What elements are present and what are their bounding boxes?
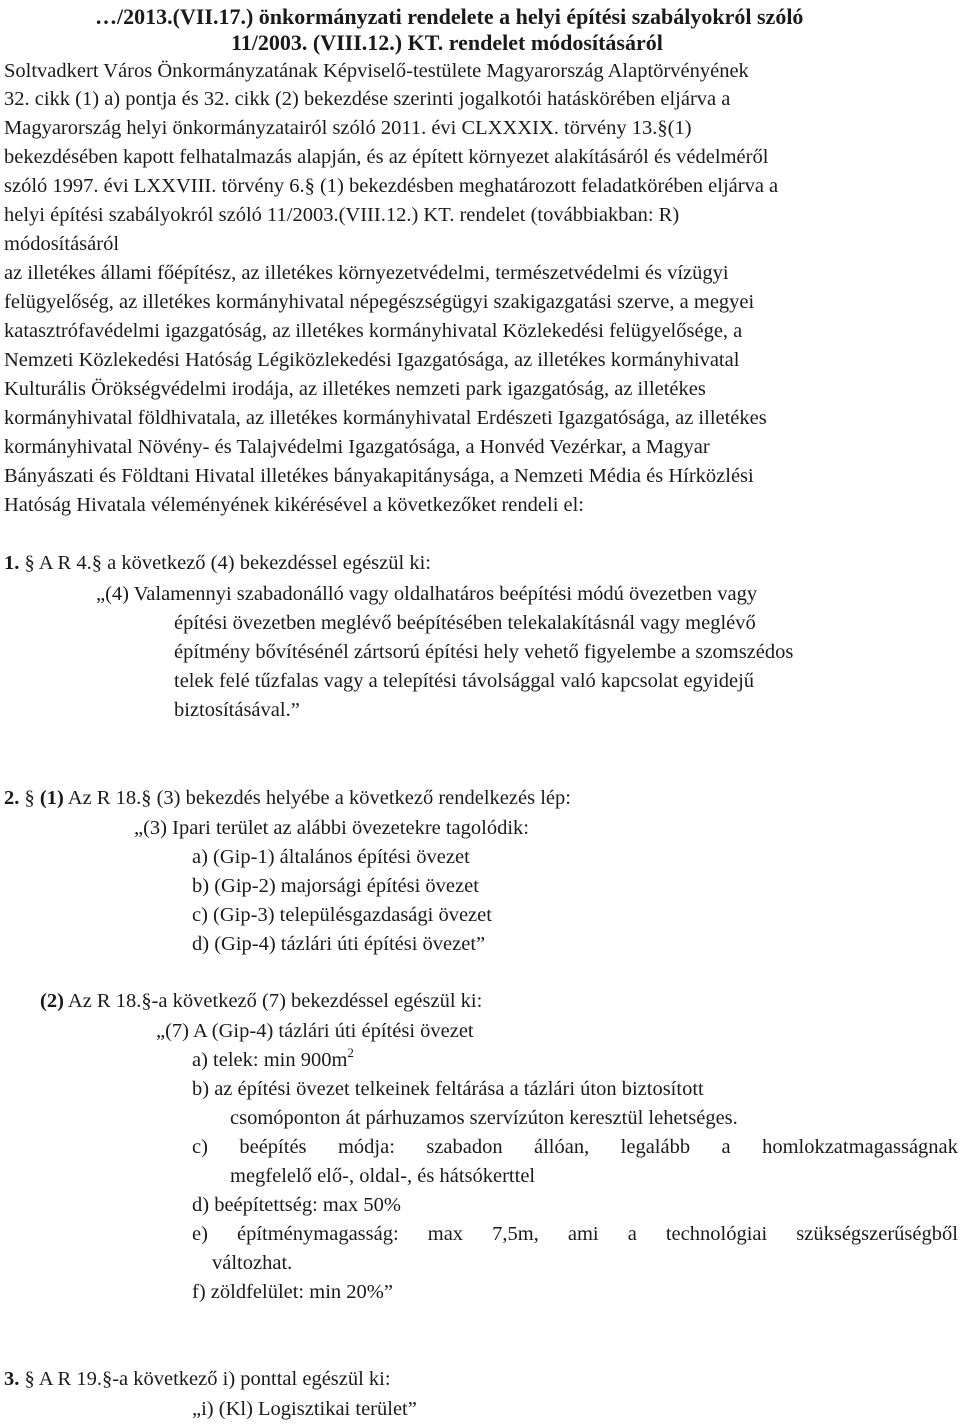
word: a: [627, 1223, 637, 1245]
word: legalább: [620, 1136, 691, 1158]
word: ami: [567, 1223, 599, 1245]
preamble-line: módosításáról: [4, 233, 120, 255]
justified-line: [192, 1221, 958, 1247]
section-number: 1.: [4, 552, 20, 574]
word: a: [721, 1136, 731, 1158]
quote-line: d) (Gip-4) tázlári úti építési övezet”: [192, 933, 486, 955]
section-sign: §: [24, 787, 40, 809]
section-number: 2.: [4, 787, 20, 809]
word: c): [192, 1136, 208, 1158]
preamble-line: az illetékes állami főépítész, az illetékes környezetvédelmi, természetvédelmi és vízügyi: [4, 262, 729, 284]
quote-line: d) beépítettség: max 50%: [192, 1194, 401, 1216]
word: homlokzatmagasságnak: [762, 1136, 958, 1158]
section-3-heading: [4, 1366, 391, 1392]
preamble-line: 32. cikk (1) a) pontja és 32. cikk (2) bekezdése szerinti jogalkotói hatáskörében eljárva a: [4, 88, 731, 110]
preamble-line: Soltvadkert Város Önkormányzatának Képviselő-testülete Magyarország Alaptörvényének: [4, 60, 749, 82]
word: beépítés: [239, 1136, 307, 1158]
quote-line: „i) (Kl) Logisztikai terület”: [192, 1398, 417, 1420]
quote-line: változhat.: [212, 1252, 293, 1274]
preamble-line: Nemzeti Közlekedési Hatóság Légiközlekedési Igazgatósága, az illetékes kormányhivatal: [4, 349, 740, 371]
quote-line: c) (Gip-3) településgazdasági övezet: [192, 904, 492, 926]
preamble-line: Hatóság Hivatala véleményének kikérésével a következőket rendeli el:: [4, 494, 585, 516]
section-2-heading: [4, 785, 571, 811]
title-line-2: 11/2003. (VIII.12.) KT. rendelet módosításáról: [231, 30, 663, 55]
word: max: [427, 1223, 464, 1245]
section-text: Az R 18.§-a következő (7) bekezdéssel egészül ki:: [63, 990, 483, 1012]
quote-line: b) (Gip-2) majorsági építési övezet: [192, 875, 479, 897]
preamble-line: felügyelőség, az illetékes kormányhivatal népegészségügyi szakigazgatási szerve, a megyei: [4, 291, 755, 313]
superscript: 2: [347, 1045, 354, 1060]
preamble-line: Magyarország helyi önkormányzatairól szóló 2011. évi CLXXXIX. törvény 13.§(1): [4, 117, 692, 139]
preamble-line: kormányhivatal földhivatala, az illetékes kormányhivatal Erdészeti Igazgatósága, az illetékes: [4, 407, 767, 429]
quote-line: „(7) A (Gip-4) tázlári úti építési övezet: [156, 1020, 474, 1042]
justified-line: [192, 1134, 958, 1160]
paragraph-2-heading: [40, 988, 482, 1014]
paragraph-number: (1): [39, 787, 64, 809]
section-1-heading: [4, 550, 431, 576]
quote-line: telek felé tűzfalas vagy a telepítési távolsággal való kapcsolat egyidejű: [174, 670, 755, 692]
preamble-line: Kulturális Örökségvédelmi irodája, az illetékes nemzeti park igazgatóság, az illetékes: [4, 378, 706, 400]
quote-line: építési övezetben meglévő beépítésében telekalakításnál vagy meglévő: [174, 612, 756, 634]
preamble-line: Bányászati és Földtani Hivatal illetékes bányakapitánysága, a Nemzeti Média és Hírközlési: [4, 465, 754, 487]
quote-line: [192, 1047, 354, 1073]
title-line-1: …/2013.(VII.17.) önkormányzati rendelete a helyi építési szabályokról szóló: [95, 4, 804, 29]
paragraph-number: (2): [40, 990, 64, 1012]
quote-line: f) zöldfelület: min 20%”: [192, 1281, 393, 1303]
quote-line: „(3) Ipari terület az alábbi övezetekre tagolódik:: [134, 817, 529, 839]
item-a-text: a) telek: min 900m: [192, 1049, 348, 1071]
quote-line: b) az építési övezet telkeinek feltárása a tázlári úton biztosított: [192, 1078, 704, 1100]
word: szükségszerűségből: [796, 1223, 958, 1245]
preamble-line: bekezdésében kapott felhatalmazás alapján, és az épített környezet alakításáról és védelméről: [4, 146, 769, 168]
section-text: § A R 4.§ a következő (4) bekezdéssel egészül ki:: [24, 552, 431, 574]
quote-line: „(4) Valamennyi szabadonálló vagy oldalhatáros beépítési módú övezetben vagy: [96, 583, 758, 605]
word: technológiai: [665, 1223, 768, 1245]
word: 7,5m,: [492, 1223, 539, 1245]
word: módja:: [337, 1136, 395, 1158]
preamble-line: kormányhivatal Növény- és Talajvédelmi Igazgatósága, a Honvéd Vezérkar, a Magyar: [4, 436, 710, 458]
section-text: Az R 18.§ (3) bekezdés helyébe a következő rendelkezés lép:: [63, 787, 571, 809]
section-number: 3.: [4, 1368, 20, 1390]
quote-line: a) (Gip-1) általános építési övezet: [192, 846, 470, 868]
preamble-line: katasztrófavédelmi igazgatóság, az illetékes kormányhivatal Közlekedési felügyelősége, a: [4, 320, 743, 342]
word: építménymagasság:: [237, 1223, 399, 1245]
section-text: § A R 19.§-a következő i) ponttal egészül ki:: [24, 1368, 391, 1390]
word: állóan,: [534, 1136, 590, 1158]
quote-line: csomóponton át párhuzamos szervízúton keresztül lehetséges.: [230, 1107, 738, 1129]
word: e): [192, 1223, 208, 1245]
quote-line: építmény bővítésénél zártsorú építési hely vehető figyelembe a szomszédos: [174, 641, 794, 663]
quote-line: megfelelő elő-, oldal-, és hátsókerttel: [230, 1165, 536, 1187]
quote-line: biztosításával.”: [174, 699, 300, 721]
word: szabadon: [426, 1136, 503, 1158]
preamble-line: szóló 1997. évi LXXVIII. törvény 6.§ (1) bekezdésben meghatározott feladatkörében eljárva a: [4, 175, 779, 197]
preamble-line: helyi építési szabályokról szóló 11/2003.(VIII.12.) KT. rendelet (továbbiakban: R): [4, 204, 680, 226]
